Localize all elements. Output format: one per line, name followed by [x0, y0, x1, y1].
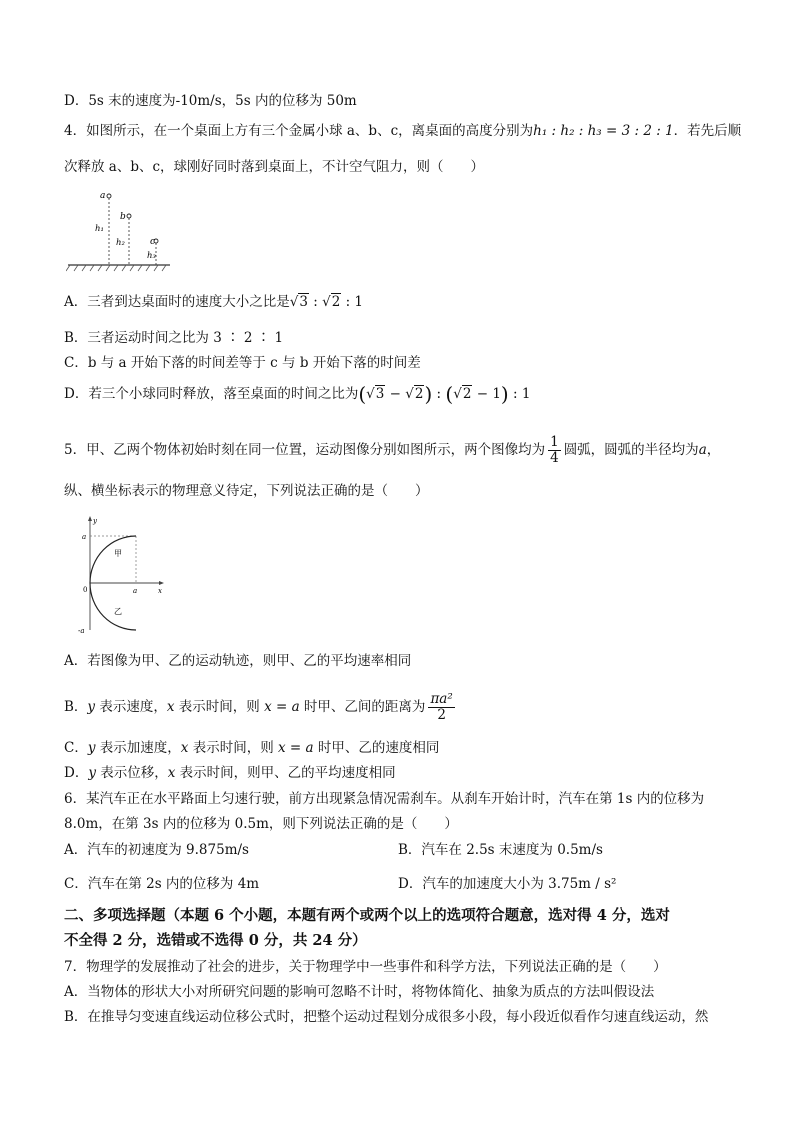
q5-option-c: C．y 表示加速度，x 表示时间，则 x = a 时甲、乙的速度相同	[64, 740, 440, 756]
label-h1: h₁	[95, 224, 104, 234]
var-y: y	[87, 740, 96, 756]
tick-a-axis: a	[133, 587, 138, 595]
q6-stem-line2: 8.0m，在第 3s 内的位移为 0.5m，则下列说法正确的是（ ）	[64, 816, 458, 832]
q4-option-d: D．若三个小球同时释放，落至桌面的时间之比为(√3 − √2) : (√2 − 1) : 1	[64, 382, 531, 406]
label-yi: 乙	[114, 607, 122, 616]
q4-height-ratio: h₁ : h₂ : h₃ = 3 : 2 : 1	[533, 123, 674, 139]
q5-option-d: D．y 表示位移，x 表示时间，则甲、乙的平均速度相同	[64, 765, 396, 781]
q4-option-a-text: A．三者到达桌面时的速度大小之比是	[64, 294, 290, 310]
q5-stem-line1: 5．甲、乙两个物体初始时刻在同一位置，运动图像分别如图所示，两个图像均为 $\frac{1}{4}$ 圆弧，圆弧的半径均为a，	[64, 434, 721, 466]
q7-option-b: B．在推导匀变速直线运动位移公式时，把整个运动过程划分成很多小段，每小段近似看作匀速直线运动，然	[64, 1009, 709, 1025]
origin-label: 0	[83, 586, 88, 594]
label-h3: h₃	[147, 251, 156, 261]
section2-heading-line2: 不全得 2 分，选错或不选得 0 分，共 24 分）	[64, 932, 367, 949]
q4-option-a-math: √3 : √2 : 1	[289, 294, 364, 310]
section2-heading-line1: 二、多项选择题（本题 6 个小题，本题有两个或两个以上的选项符合题意，选对得 4 分，选对	[64, 907, 670, 924]
ball-b	[127, 214, 131, 218]
ratio-tail: : 1	[508, 386, 531, 402]
ratio-sep: :	[308, 294, 323, 310]
curve-yi	[90, 583, 136, 630]
q7-stem: 7．物理学的发展推动了社会的进步，关于物理学中一些事件和科学方法，下列说法正确的是（ ）	[64, 959, 667, 975]
axis-x-label: x	[158, 587, 162, 595]
var-x: x	[166, 699, 175, 715]
tick-a-top: a	[82, 533, 87, 541]
sqrt-2: 2	[414, 386, 424, 402]
ratio-sep: :	[432, 386, 446, 402]
var-x: x	[180, 740, 189, 756]
q6-stem-line1: 6．某汽车正在水平路面上匀速行驶，前方出现紧急情况需刹车。从刹车开始计时，汽车在第 1s 内的位移为	[64, 791, 705, 807]
sqrt-2: 2	[331, 294, 341, 310]
x-equals-a: x = a	[278, 740, 314, 756]
q4-stem-text: 4．如图所示，在一个桌面上方有三个金属小球 a、b、c，离桌面的高度分别为	[64, 123, 534, 139]
label-h2: h₂	[116, 238, 125, 248]
q5-option-b: B．y 表示速度，x 表示时间，则 x = a 时甲、乙间的距离为 $\frac{\text{πa²}}{2}$	[64, 691, 453, 723]
q4-option-a	[64, 292, 363, 312]
q6-option-c: C．汽车在第 2s 内的位移为 4m	[64, 876, 260, 892]
q4-option-b: B．三者运动时间之比为 3 ∶ 2 ∶ 1	[64, 330, 284, 346]
q7-option-a: A．当物体的形状大小对所研究问题的影响可忽略不计时，将物体简化、抽象为质点的方法叫假设法	[64, 984, 655, 1000]
distance-fraction: $\frac{\text{πa²}}{2}$	[430, 691, 453, 723]
minus: −	[385, 386, 406, 402]
label-jia: 甲	[114, 549, 122, 558]
minus-one: − 1	[472, 386, 501, 402]
q4-stem-cont: ．若先后顺	[673, 123, 742, 139]
q5-option-a: A．若图像为甲、乙的运动轨迹，则甲、乙的平均速率相同	[64, 653, 412, 669]
q5-stem-line2: 纵、横坐标表示的物理意义待定，下列说法正确的是（ ）	[64, 483, 429, 499]
q6-option-a: A．汽车的初速度为 9.875m/s	[64, 842, 249, 858]
var-y: y	[88, 765, 96, 781]
sqrt-3: 3	[299, 294, 308, 310]
q5-figure	[76, 514, 168, 636]
label-a: a	[100, 191, 106, 201]
curve-jia	[90, 536, 136, 583]
var-x: x	[167, 765, 176, 781]
q5-stem-text: 5．甲、乙两个物体初始时刻在同一位置，运动图像分别如图所示，两个图像均为	[64, 442, 546, 458]
sqrt-2: 2	[462, 386, 472, 402]
axis-y-label: y	[93, 517, 97, 525]
q5-stem-mid: 圆弧，圆弧的半径均为	[563, 442, 699, 458]
tick-minus-a: -a	[78, 627, 85, 635]
x-equals-a: x = a	[264, 699, 300, 715]
quarter-fraction: $\frac{1}{4}$	[550, 434, 559, 466]
label-b: b	[120, 212, 126, 222]
q4-figure	[66, 188, 172, 272]
ball-a	[107, 194, 111, 198]
q3-option-d: D．5s 末的速度为-10m/s，5s 内的位移为 50m	[64, 93, 357, 109]
q4-stem-line2: 次释放 a、b、c，球刚好同时落到桌面上，不计空气阻力，则（ ）	[64, 159, 485, 175]
q4-option-d-text: D．若三个小球同时释放，落至桌面的时间之比为	[64, 386, 359, 402]
sqrt-3: 3	[375, 386, 385, 402]
label-c: c	[150, 237, 156, 247]
q6-option-b: B．汽车在 2.5s 末速度为 0.5m/s	[398, 842, 603, 858]
q4-option-c: C．b 与 a 开始下落的时间差等于 c 与 b 开始下落的时间差	[64, 355, 421, 371]
ratio-tail: : 1	[341, 294, 364, 310]
q6-option-d: D．汽车的加速度大小为 3.75m / s²	[398, 876, 617, 892]
radius-symbol: a	[698, 442, 707, 458]
var-y: y	[87, 699, 96, 715]
acceleration-value: 3.75m / s²	[548, 876, 617, 892]
q4-stem-line1	[64, 121, 741, 141]
